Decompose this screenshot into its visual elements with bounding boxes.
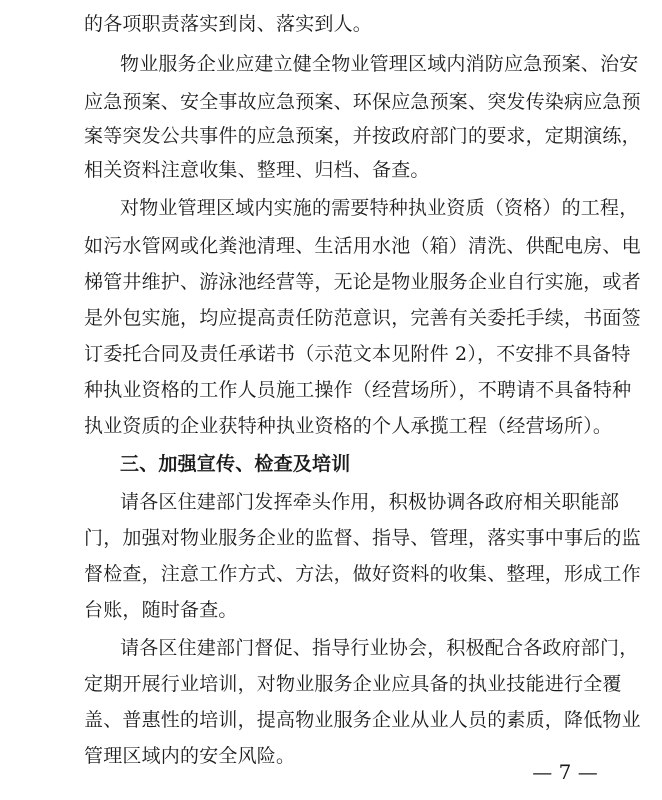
text-line: 物业服务企业应建立健全物业管理区域内消防应急预案、治安 bbox=[120, 53, 639, 75]
text-line: 门，加强对物业服务企业的监督、指导、管理，落实事中事后的监 bbox=[84, 527, 641, 549]
text-line: 如污水管网或化粪池清理、生活用水池（箱）清洗、供配电房、电 bbox=[84, 235, 641, 257]
text-line: 对物业管理区域内实施的需要特种执业资质（资格）的工程， bbox=[120, 197, 639, 219]
text-line: 督检查，注意工作方式、方法，做好资料的收集、整理，形成工作 bbox=[84, 563, 641, 585]
text-line: 请各区住建部门督促、指导行业协会，积极配合各政府部门， bbox=[120, 637, 639, 659]
text-line: 应急预案、安全事故应急预案、环保应急预案、突发传染病应急预 bbox=[84, 91, 641, 113]
text-line: 梯管井维护、游泳池经营等，无论是物业服务企业自行实施，或者 bbox=[84, 271, 641, 293]
text-line: 的各项职责落实到岗、落实到人。 bbox=[84, 13, 373, 35]
text-line: 请各区住建部门发挥牵头作用，积极协调各政府相关职能部 bbox=[120, 491, 620, 513]
text-line: 案等突发公共事件的应急预案，并按政府部门的要求，定期演练， bbox=[84, 125, 641, 147]
text-line: 盖、普惠性的培训，提高物业服务企业从业人员的素质，降低物业 bbox=[84, 709, 641, 731]
text-line: 订委托合同及责任承诺书（示范文本见附件 2），不安排不具备特 bbox=[84, 343, 631, 365]
text-line: 台账，随时备查。 bbox=[84, 599, 238, 621]
text-line: 管理区域内的安全风险。 bbox=[84, 745, 296, 767]
text-line: 相关资料注意收集、整理、归档、备查。 bbox=[84, 159, 430, 181]
text-line: 执业资质的企业获特种执业资格的个人承揽工程（经营场所）。 bbox=[84, 415, 613, 437]
page-number: — 7 — bbox=[532, 760, 598, 784]
text-line: 定期开展行业培训，对物业服务企业应具备的执业技能进行全覆 bbox=[84, 673, 622, 695]
text-line: 种执业资格的工作人员施工操作（经营场所），不聘请不具备特种 bbox=[84, 379, 632, 401]
text-line: 是外包实施，均应提高责任防范意识，完善有关委托手续，书面签 bbox=[84, 307, 641, 329]
section-heading: 三、加强宣传、检查及培训 bbox=[120, 453, 351, 475]
